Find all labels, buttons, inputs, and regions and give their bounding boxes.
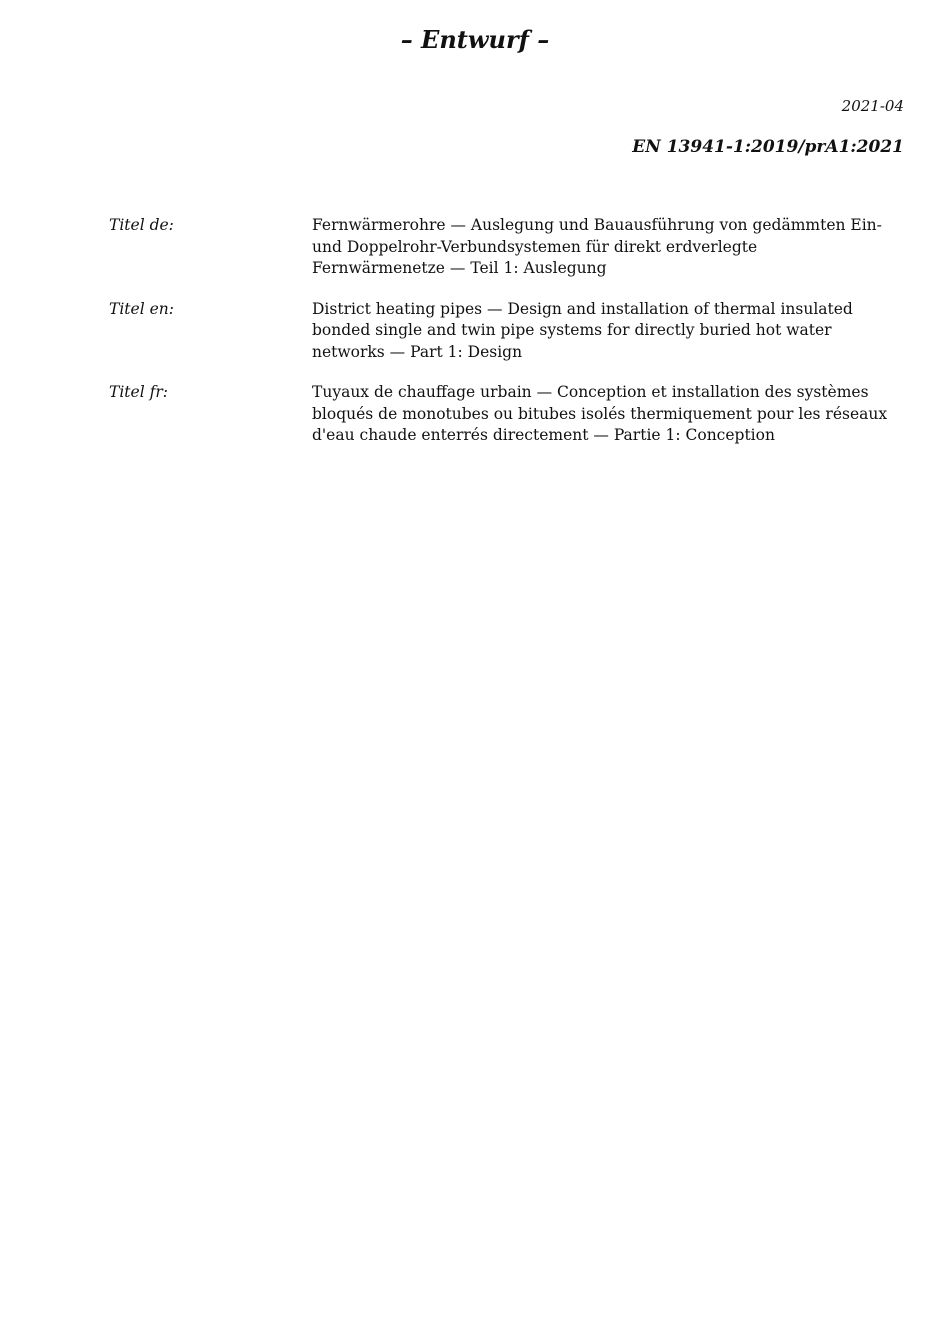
draft-heading: – Entwurf – (400, 25, 550, 54)
titles-table (109, 215, 909, 466)
title-text-fr: Tuyaux de chauffage urbain — Conception et installation des systèmes bloqués de monotubes ou bitubes isolés thermiquement pour les réseaux d'eau chaude enterrés directement — Partie 1: Conception (312, 383, 888, 444)
title-label-fr: Titel fr: (109, 383, 168, 401)
title-text-en: District heating pipes — Design and installation of thermal insulated bonded single and twin pipe systems for directly buried hot water networks — Part 1: Design (312, 299, 853, 361)
document-number: EN 13941-1:2019/prA1:2021 (632, 137, 904, 157)
title-label-de: Titel de: (109, 216, 174, 234)
title-row-fr (109, 382, 909, 447)
title-label-en: Titel en: (109, 299, 174, 318)
document-date: 2021-04 (841, 97, 904, 115)
title-row-en (109, 299, 909, 364)
title-text-de: Fernwärmerohre — Auslegung und Bauausführung von gedämmten Ein- und Doppelrohr-Verbundsystemen für direkt erdverlegte Fernwärmenetze — Teil 1: Auslegung (312, 216, 882, 277)
title-row-de (109, 215, 909, 280)
